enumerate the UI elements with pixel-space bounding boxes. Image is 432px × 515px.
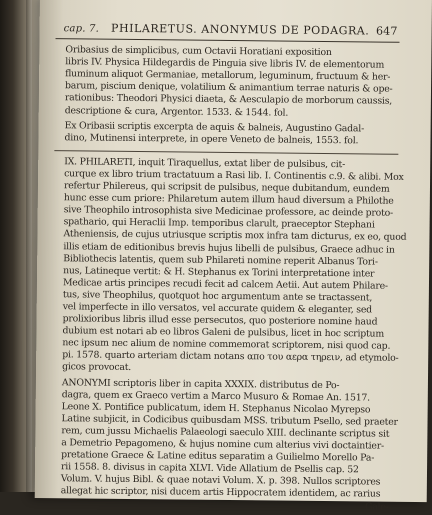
gutter-shadow (26, 0, 32, 492)
book-page (35, 0, 432, 514)
text-line: fluminum aliquot Germaniae, metallorum, leguminum, fructuum & her- (65, 68, 391, 83)
text-line: Bibliothecis latentis, quem sub Philareti nomine reperit Albanus Tori- (63, 252, 378, 268)
text-line: rem, cum jussu Michaelis Palaeologi saeculo XIII. declinante scriptus sit (61, 425, 390, 440)
text-line: sive Theophilo introsophista sive Medicinae professore, ac deinde proto- (63, 204, 394, 219)
text-line: illis etiam de editionibus brevis hujus libelli de pulsibus, Graece adhuc in (63, 240, 395, 256)
text-line: Volum. V. hujus Bibl. & quae notavi Volum. X. p. 398. Nullos scriptores (60, 473, 381, 488)
text-line: Leone X. Pontifice publicatum, idem H. Stephanus Nicolao Myrepso (61, 400, 371, 416)
text-line: nus, Latineque vertit: & H. Stephanus ex Torini interpretatione inter (63, 264, 375, 280)
text-line: Ex Oribasii scriptis excerpta de aquis & balneis, Augustino Gadal- (64, 119, 365, 135)
text-line: descriptione & cura, Argentor. 1533. & 1544. fol. (64, 104, 289, 119)
running-header (56, 22, 400, 43)
text-line: curque ex libro trium tractatuum a Rasi lib. I. Continentis c.9. & alibi. Mox (64, 168, 404, 183)
text-line: IX. PHILARETI, inquit Tiraquellus, extat liber de pulsibus, cit- (64, 156, 346, 171)
text-line: dubium est notari ab eo libros Galeni de pulsibus, licet in hoc scriptum (62, 325, 385, 340)
text-line: pi. 1578. quarto arteriam dictam notans απο του αερα τηρειν, ad etymolo- (62, 349, 399, 365)
text-line: allegat hic scriptor, nisi ducem artis Hippocratem identidem, ac rarius (60, 485, 381, 500)
text-line: dino, Mutinensi interprete, in opere Veneto de balneis, 1553. fol. (64, 132, 359, 147)
text-line: Atheniensis, de cujus utriusque scriptis mox infra tam dicturus, ex eo, quod (63, 228, 407, 244)
catchword: Gale- (364, 501, 389, 514)
text-line: tus, sive Theophilus, quotquot hoc argumentum ante se tractassent, (62, 289, 373, 304)
chapter-label: cap. 7. (63, 23, 100, 35)
text-line: barum, piscium denique, volatilium & animantium terrae naturis & ope- (64, 80, 393, 96)
text-line: Medicae artis principes recudi fecit ad calcem Aetii. Aut autem Philare- (62, 277, 388, 292)
section-rule (54, 150, 398, 155)
paragraph-excerpta (54, 120, 398, 148)
paragraph-anonymus (51, 377, 396, 502)
text-line: prolixioribus libris illud esse persecutos, quo posteriore nomine haud (62, 313, 378, 328)
text-line: rationibus: Theodori Physici diaeta, & Aesculapio de morborum caussis, (64, 92, 393, 108)
text-line: pretatione Graece & Latine editus separatim a Guilielmo Morello Pa- (61, 449, 375, 464)
text-line: vel imperfecte in illo versatos, vel accurate quidem & eleganter, sed (62, 301, 373, 316)
text-line: gicos provocat. (62, 361, 132, 374)
page-content (51, 21, 407, 514)
text-line: spathario, qui Heraclii Imp. temporibus clarult, praeceptor Stephani (63, 216, 375, 231)
text-line: nec ipsum nec alium de nomine commemorat scriptorem, nisi quod cap. (62, 337, 391, 352)
text-line: Latine subjicit, in Codicibus quibusdam MSS. tributum Psello, sed praeter (61, 413, 398, 428)
text-line: rii 1558. 8. divisus in capita XLVI. Vide Allatium de Psellis cap. 52 (60, 461, 359, 476)
running-title: PHILARETUS. ANONYMUS DE PODAGRA. (110, 21, 370, 38)
text-line: refertur Philereus, qui scripsit de pulsibus, neque dubitandum, eundem (63, 180, 390, 195)
paragraph-philaretus (52, 156, 407, 377)
text-line: ANONYMI scriptoris liber in capita XXXIX. distributus de Po- (61, 376, 340, 391)
text-line: libris IV. Physica Hildegardis de Pinguia sive libris IV. de elementorum (65, 56, 385, 71)
text-line: Oribasius de simplicibus, cum Octavii Horatiani exposition (65, 44, 332, 59)
paragraph-oribasius (55, 44, 400, 120)
text-line: hunc esse cum priore: Philaretum autem illum haud diversum a Philothe (63, 192, 394, 207)
text-line: a Demetrio Pepagomeno, & hujus nomine cum alterius vivi doctaintier- (61, 437, 385, 452)
page-number: 647 (375, 24, 398, 38)
text-line: dagra, quem ex Graeco vertim a Marco Musuro & Romae An. 1517. (61, 388, 371, 404)
